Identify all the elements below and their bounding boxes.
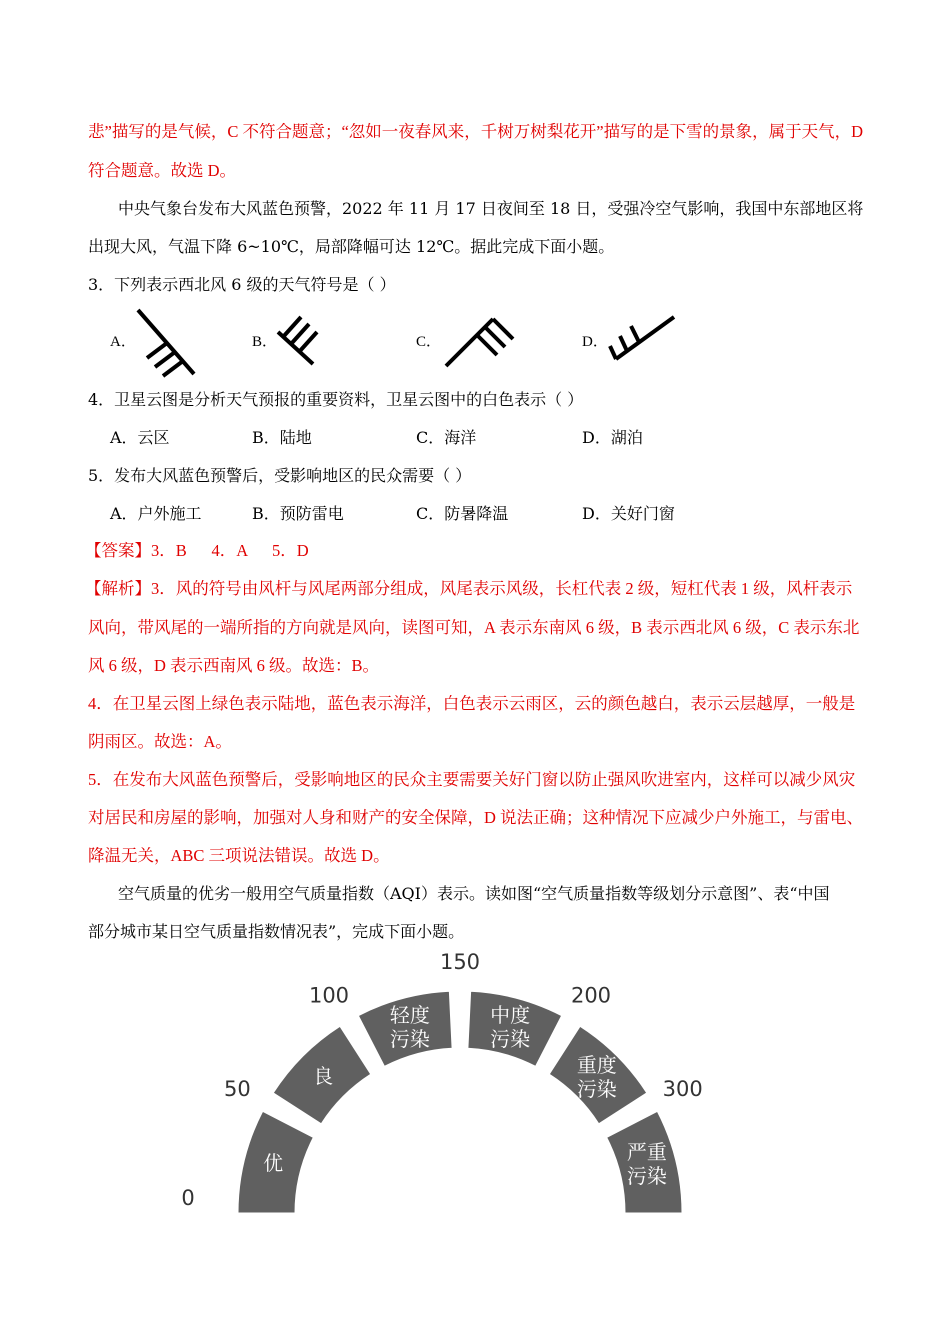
intro-paragraph-line: 出现大风，气温下降 6~10℃，局部降幅可达 12℃。据此完成下面小题。 (88, 237, 615, 256)
q4-option-a: A．云区 (110, 428, 170, 447)
q5-option-a: A．户外施工 (110, 504, 202, 523)
gauge-segment-label: 中度污染 (490, 1003, 531, 1052)
q4-option-c: C．海洋 (416, 428, 477, 447)
explanation-line: 悲”描写的是气候，C 不符合题意；“忽如一夜春风来，千树万树梨花开”描写的是下雪的景象，属于天气，D (88, 122, 864, 141)
analysis-line: 降温无关，ABC 三项说法错误。故选 D。 (88, 846, 390, 865)
wind-symbol-d-icon (608, 310, 680, 365)
analysis-line: 风向，带风尾的一端所指的方向就是风向，读图可知，A 表示东南风 6 级，B 表示西北风 6 级，C 表示东北 (88, 618, 860, 637)
gauge-segment-label: 优 (263, 1150, 284, 1175)
answer-line: 【答案】3．B 4．A 5．D (85, 541, 309, 560)
analysis-line: 对居民和房屋的影响，加强对人身和财产的安全保障，D 说法正确；这种情况下应减少户外施工，与雷电、 (88, 808, 864, 827)
gauge-tick-label: 0 (181, 1186, 195, 1210)
q5-option-d: D．关好门窗 (582, 504, 675, 523)
gauge-tick-label: 200 (570, 983, 612, 1008)
wind-symbol-b-icon (275, 312, 325, 367)
wind-symbol-c-icon (443, 308, 518, 368)
question-4-stem: 4．卫星云图是分析天气预报的重要资料，卫星云图中的白色表示（ ） (88, 390, 584, 409)
gauge-tick-label: 100 (308, 983, 350, 1008)
question-3-stem: 3．下列表示西北风 6 级的天气符号是（ ） (88, 275, 396, 294)
q5-option-b: B．预防雷电 (252, 504, 344, 523)
explanation-line: 符合题意。故选 D。 (88, 161, 237, 180)
question-5-stem: 5．发布大风蓝色预警后，受影响地区的民众需要（ ） (88, 466, 472, 485)
analysis-line: 5．在发布大风蓝色预警后，受影响地区的民众主要需要关好门窗以防止强风吹进室内，这样可以减少风灾 (88, 770, 856, 789)
gauge-tick-label: 150 (439, 950, 481, 974)
aqi-level-gauge-diagram (181, 950, 740, 1225)
analysis-line: 【解析】3．风的符号由风杆与风尾两部分组成，风尾表示风级，长杠代表 2 级，短杠代表 1 级，风杆表示 (85, 579, 853, 598)
wind-symbol-a-icon (130, 305, 200, 377)
analysis-line: 风 6 级，D 表示西南风 6 级。故选：B。 (88, 656, 380, 675)
q5-option-c: C．防暑降温 (416, 504, 509, 523)
q3-option-b-label: B． (252, 334, 278, 350)
q4-option-b: B．陆地 (252, 428, 312, 447)
q3-option-d-label: D． (582, 334, 608, 350)
gauge-segment-label: 严重污染 (626, 1139, 667, 1188)
q4-option-d: D．湖泊 (582, 428, 643, 447)
analysis-line: 阴雨区。故选：A。 (88, 732, 232, 751)
gauge-segment-label: 良 (313, 1064, 334, 1089)
analysis-line: 4．在卫星云图上绿色表示陆地，蓝色表示海洋，白色表示云雨区，云的颜色越白，表示云层越厚，一般是 (88, 694, 856, 713)
gauge-segment-label: 重度污染 (576, 1053, 617, 1102)
aqi-intro-line: 部分城市某日空气质量指数情况表”，完成下面小题。 (88, 922, 465, 941)
gauge-tick-label: 300 (662, 1077, 703, 1101)
q3-option-a-label: A． (110, 334, 136, 350)
gauge-tick-label: 50 (223, 1077, 251, 1101)
gauge-segment-label: 轻度污染 (389, 1003, 430, 1052)
intro-paragraph-line: 中央气象台发布大风蓝色预警，2022 年 11 月 17 日夜间至 18 日，受强冷空气影响，我国中东部地区将 (118, 199, 864, 218)
q3-option-c-label: C． (416, 334, 442, 350)
aqi-intro-line: 空气质量的优劣一般用空气质量指数（AQI）表示。读如图“空气质量指数等级划分示意图”、表“中国 (118, 884, 830, 903)
